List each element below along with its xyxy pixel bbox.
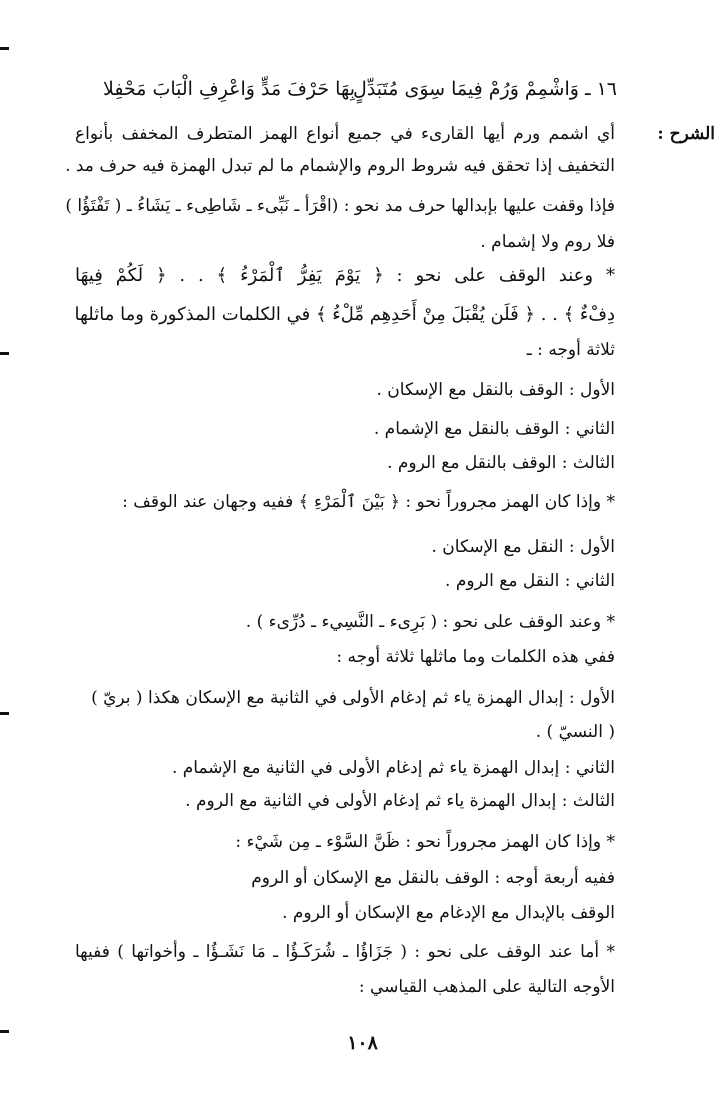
margin-mark xyxy=(0,352,9,355)
page-number: ١٠٨ xyxy=(347,1032,378,1054)
text-line: الأول : النقل مع الإسكان . xyxy=(431,537,615,557)
text-line: فإذا وقفت عليها بإبدالها حرف مد نحو : (اقْرَأ ـ نَبِّىء ـ شَاطِىء ـ يَشَاءُ ـ ( تَفْتَؤُا ) xyxy=(65,196,615,216)
text-line: أي اشمم ورم أيها القارىء في جميع أنواع الهمز المتطرف المخفف بأنواع xyxy=(75,124,615,144)
text-line: الثاني : النقل مع الروم . xyxy=(445,571,615,591)
text-line: ففيه أربعة أوجه : الوقف بالنقل مع الإسكان أو الروم xyxy=(251,868,615,888)
text-line: فلا روم ولا إشمام . xyxy=(480,232,615,252)
text-line: الأوجه التالية على المذهب القياسي : xyxy=(358,977,615,997)
verse-first-hemistich: ١٦ ـ وَاشْمِمْ وَرُمْ فِيمَا سِوَى مُتَبَدِّلٍ xyxy=(353,78,617,100)
text-line: * أما عند الوقف على نحو : ( جَزَاؤُا ـ شُرَكَـؤُا ـ مَا نَشَـؤُا ـ وأخواتها ) ففيها xyxy=(75,942,615,962)
text-line: ( النسيّ ) . xyxy=(535,722,615,742)
text-line: الثاني : إبدال الهمزة ياء ثم إدغام الأولى في الثانية مع الإشمام . xyxy=(171,758,615,778)
text-line: * وعند الوقف على نحو : ﴿ يَوْمَ يَفِرُّ ٱلْمَرْءُ ﴾ . . ﴿ لَكُمْ فِيهَا xyxy=(75,265,615,286)
text-line: الأول : إبدال الهمزة ياء ثم إدغام الأولى في الثانية مع الإسكان هكذا ( بريّ ) xyxy=(91,688,615,708)
text-line: الثاني : الوقف بالنقل مع الإشمام . xyxy=(373,419,615,439)
text-line: الثالث : الوقف بالنقل مع الروم . xyxy=(387,453,615,473)
text-line: ثلاثة أوجه : ـ xyxy=(526,340,615,360)
commentary-label: الشرح : xyxy=(657,124,715,144)
margin-mark xyxy=(0,47,9,50)
verse-second-hemistich: بِهَا حَرْفَ مَدٍّ وَاعْرِفِ الْبَابَ مَحْفِلا xyxy=(103,78,355,100)
text-line: التخفيف إذا تحقق فيه شروط الروم والإشمام ما لم تبدل الهمزة فيه حرف مد . xyxy=(65,156,615,176)
text-line: * وإذا كان الهمز مجروراً نحو : ﴿ بَيْنَ ٱلْمَرْءِ ﴾ ففيه وجهان عند الوقف : xyxy=(122,492,615,512)
text-line: الأول : الوقف بالنقل مع الإسكان . xyxy=(376,380,615,400)
text-line: الثالث : إبدال الهمزة ياء ثم إدغام الأولى في الثانية مع الروم . xyxy=(185,791,615,811)
text-line: * وعند الوقف على نحو : ( بَرِىء ـ النَّسِيء ـ دُرِّىء ) . xyxy=(245,612,615,632)
text-line: الوقف بالإبدال مع الإدغام مع الإسكان أو الروم . xyxy=(282,903,615,923)
text-line: دِفْءٌ ﴾ . . ﴿ فَلَن يُقْبَلَ مِنْ أَحَدِهِم مِّلْءُ ﴾ في الكلمات المذكورة وما ماثلها xyxy=(74,304,615,325)
margin-mark xyxy=(0,712,9,715)
text-line: ففي هذه الكلمات وما ماثلها ثلاثة أوجه : xyxy=(336,647,615,667)
text-line: * وإذا كان الهمز مجروراً نحو : ظَنَّ السَّوْء ـ مِن شَيْء : xyxy=(235,832,615,852)
